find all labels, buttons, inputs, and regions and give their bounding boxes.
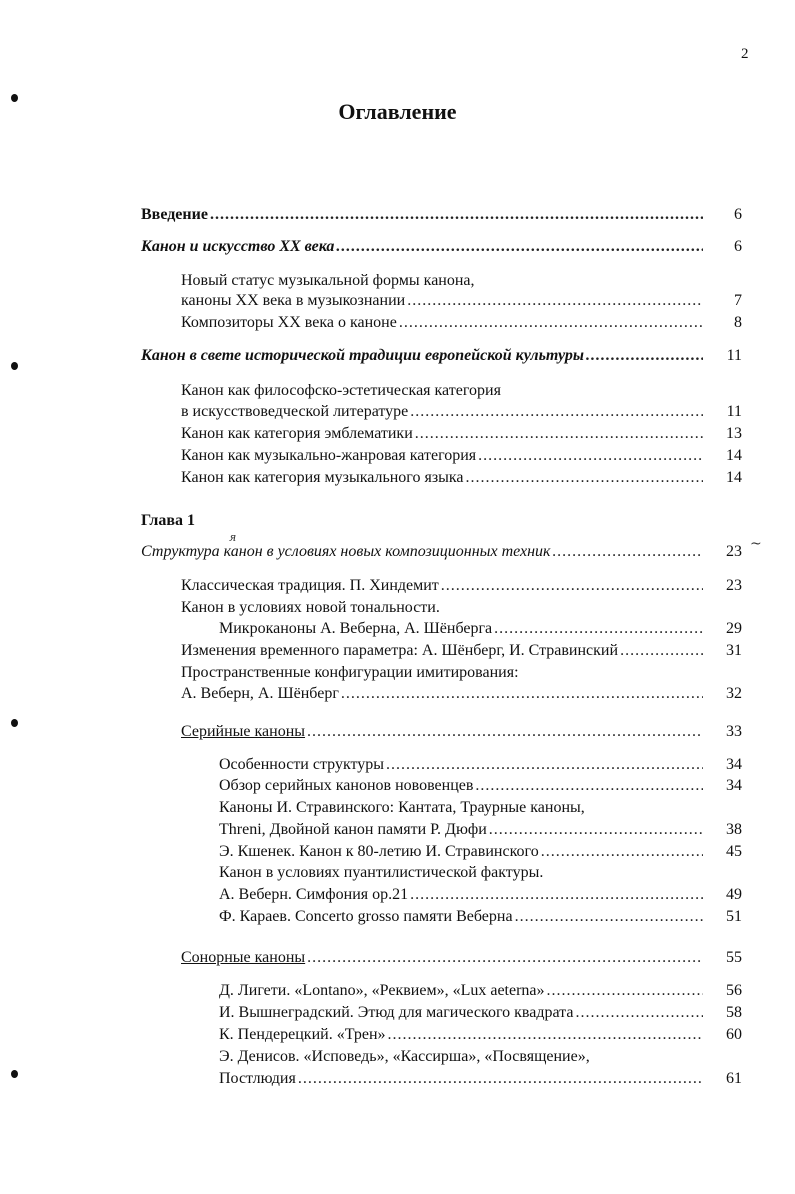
toc-page: 14 [726, 469, 742, 486]
toc-entry: Микроканоны А. Веберна, А. Шёнберга ..... [219, 618, 705, 640]
toc-entry: Д. Лигети. «Lontano», «Реквием», «Lux aeterna» ..... [219, 980, 705, 1002]
toc-entry: К. Пендерецкий. «Трен» ..... [219, 1024, 705, 1046]
toc-page: 34 [726, 777, 742, 794]
toc-page: 6 [734, 238, 742, 255]
toc-page: 56 [726, 982, 742, 999]
toc-page: 13 [726, 425, 742, 442]
toc-entry: Введение ..... [141, 204, 705, 226]
toc-page: 23 [726, 577, 742, 594]
margin-dot-2 [11, 362, 18, 370]
toc-entry: Серийные каноны ..... [181, 721, 705, 743]
toc-line: Канон в условиях новой тональности. [181, 599, 440, 616]
toc-entry: И. Вышнеградский. Этюд для магического квадрата ..... [219, 1002, 705, 1024]
toc-page: 45 [726, 843, 742, 860]
toc-entry: Классическая традиция. П. Хиндемит ..... [181, 575, 705, 597]
toc-entry: Э. Кшенек. Канон к 80-летию И. Стравинского ..... [219, 841, 705, 863]
handwritten-mark: ~ [750, 536, 762, 552]
page-title: Оглавление [338, 99, 457, 124]
toc-page: 51 [726, 908, 742, 925]
toc-page: 58 [726, 1004, 742, 1021]
margin-dot-1 [11, 94, 18, 102]
toc-page: 61 [726, 1070, 742, 1087]
handwritten-insert: я [229, 531, 237, 544]
toc-entry: каноны XX века в музыкознании ..... [181, 290, 705, 312]
toc-page: 11 [726, 403, 742, 420]
toc-page: 8 [734, 314, 742, 331]
toc-entry: А. Веберн, А. Шёнберг ..... [181, 683, 705, 705]
toc-entry: Структура канон в условиях новых композиционных техник ..... [141, 541, 705, 563]
toc-entry: А. Веберн. Симфония ор.21 ..... [219, 884, 705, 906]
toc-page: 38 [726, 821, 742, 838]
margin-dot-4 [11, 1070, 18, 1078]
toc-entry: Особенности структуры ..... [219, 754, 705, 776]
toc-line: Э. Денисов. «Исповедь», «Кассирша», «Посвящение», [219, 1048, 590, 1065]
toc-page: 55 [726, 949, 742, 966]
chapter-label: Глава 1 [141, 512, 195, 529]
toc-page: 23 [726, 543, 742, 560]
toc-entry: Постлюдия ..... [219, 1068, 705, 1090]
toc-entry: Изменения временного параметра: А. Шёнберг, И. Стравинский ..... [181, 640, 705, 662]
toc-entry: Threni, Двойной канон памяти Р. Дюфи ..... [219, 819, 705, 841]
toc-line: Пространственные конфигурации имитирования: [181, 664, 519, 681]
toc-line: Каноны И. Стравинского: Кантата, Траурные каноны, [219, 799, 585, 816]
toc-line: Канон в условиях пуантилистической фактуры. [219, 864, 544, 881]
toc-entry: Канон как категория музыкального языка ..... [181, 467, 705, 489]
toc-page: 60 [726, 1026, 742, 1043]
toc-entry: Канон как музыкально-жанровая категория ..... [181, 445, 705, 467]
toc-page: 14 [726, 447, 742, 464]
toc-page: 7 [734, 292, 742, 309]
toc-entry: Ф. Караев. Concerto grosso памяти Веберна ..... [219, 906, 705, 928]
toc-page: 49 [726, 886, 742, 903]
toc-page: 33 [726, 723, 742, 740]
toc-entry: Обзор серийных канонов нововенцев ..... [219, 775, 705, 797]
toc-line: Канон как философско-эстетическая категория [181, 382, 501, 399]
toc-entry: Композиторы XX века о каноне ..... [181, 312, 705, 334]
toc-entry: Сонорные каноны ..... [181, 947, 705, 969]
page-number: 2 [741, 46, 749, 62]
toc-line: Новый статус музыкальной формы канона, [181, 272, 475, 289]
toc-entry: Канон в свете исторической традиции европейской культуры ..... [141, 345, 705, 367]
toc-page: 34 [726, 756, 742, 773]
toc-page: 11 [726, 347, 742, 364]
toc-entry: Канон как категория эмблематики ..... [181, 423, 705, 445]
margin-dot-3 [11, 719, 18, 727]
toc-page: 32 [726, 685, 742, 702]
toc-page: 31 [726, 642, 742, 659]
toc-entry: в искусствоведческой литературе ..... [181, 401, 705, 423]
toc-page: 29 [726, 620, 742, 637]
toc-page: 6 [734, 206, 742, 223]
toc-entry: Канон и искусство XX века ..... [141, 236, 705, 258]
